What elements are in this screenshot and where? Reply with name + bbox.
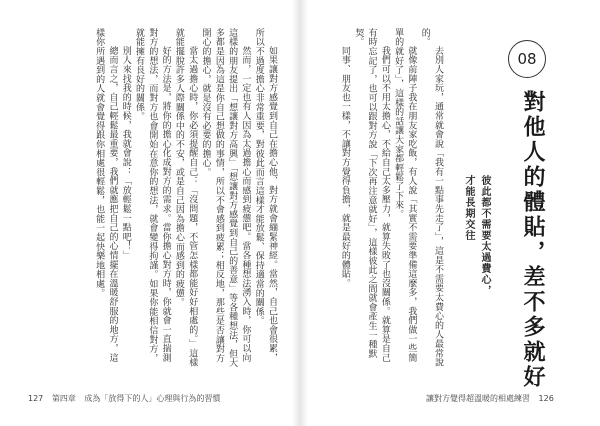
running-header: 讓對方覺得超溫暖的相處練習 bbox=[426, 394, 530, 403]
left-paragraph: 然而，一定也有人因為太過擔心而感到疲憊吧。當各種想法湧入時，你可以向這樣的朋友提出「想讓對方高興」「想讓對方感覺到自己的善意」等各種想法，但大多都是因為這是你自己想做的事情，所以不會感到疲累；相反地，那些是否讓對方開心的擔心，就是沒有必要的擔心。 bbox=[200, 28, 251, 368]
left-paragraph: 總而言之，自己輕鬆最重要，我們就應把自己的心情擺在溫暖舒服的地方，這樣你所遇到的人就會覺得跟你相處很輕鬆，也能一起快樂地相處。 bbox=[94, 28, 118, 363]
right-paragraph: 去別人家玩，通常就會說「我有一點事先走了」，這是不需要太費心的人最常說的。 bbox=[419, 28, 443, 367]
chapter-number-badge bbox=[508, 40, 546, 78]
chapter-subtitle bbox=[456, 175, 492, 395]
left-paragraph: 如果讓對方感覺到自己在擔心他、對方就會繃緊神經。當然，自己也會很累，所以不過度擔心非常重要，對彼此而言這樣才能放鬆、保持適當的關係。 bbox=[253, 28, 277, 363]
right-page-body bbox=[320, 28, 444, 368]
chapter-number: 08 bbox=[517, 50, 537, 68]
left-paragraph: 好的方法是，將你的擔心化成對方的需求。當你擔心對方時，你就會一直揣測對方的想法，而對方也會開始在意你的想法，就會變得拘謹。如果你能相信對方，就能擁有良好的關係。 bbox=[134, 28, 171, 363]
chapter-title: 對他人的體貼，差不多就好 bbox=[520, 90, 545, 390]
right-paragraph: 同事、朋友也一樣，不讓對方覺得負擔，就是最好的體貼。 bbox=[339, 46, 350, 288]
left-page-number: 127 bbox=[28, 394, 44, 403]
chapter-label: 第四章 bbox=[51, 394, 76, 403]
left-page-body bbox=[86, 28, 278, 368]
left-footer bbox=[28, 393, 226, 404]
chapter-running-title: 成為「放得下的人」心理與行為的習慣 bbox=[84, 394, 221, 403]
left-paragraph: 別人來找我的時候，我就會說：「放輕鬆一點吧！」 bbox=[120, 46, 131, 260]
chapter-subtitle-line-1: 彼此都不需要太過費心， bbox=[479, 175, 490, 296]
chapter-subtitle-line-2: 才能長期交往 bbox=[463, 175, 474, 241]
right-page-number: 126 bbox=[538, 394, 554, 403]
left-paragraph: 當太過擔心時，你必須提醒自己：「沒問題，不管怎樣都能好好相處的。」這樣就能擺脫許多人際關係中的不安，或是自己因為擔心而感到的疲憊。 bbox=[173, 28, 198, 367]
right-paragraph: 我們可以不用太擔心，不給自己太多壓力，就算失敗了也沒關係。就算是自己有時忘記了，也可以跟對方說「下次再注意就好」，這樣彼此之間就會產生一種默契。 bbox=[353, 28, 390, 363]
right-footer bbox=[420, 393, 554, 404]
right-paragraph: 就像前陣子我在朋友家吃飯，有人說「其實不需要準備這麼多，我們做一些簡單的就好了」，這樣的話讓大家都輕鬆了下來。 bbox=[393, 28, 417, 363]
